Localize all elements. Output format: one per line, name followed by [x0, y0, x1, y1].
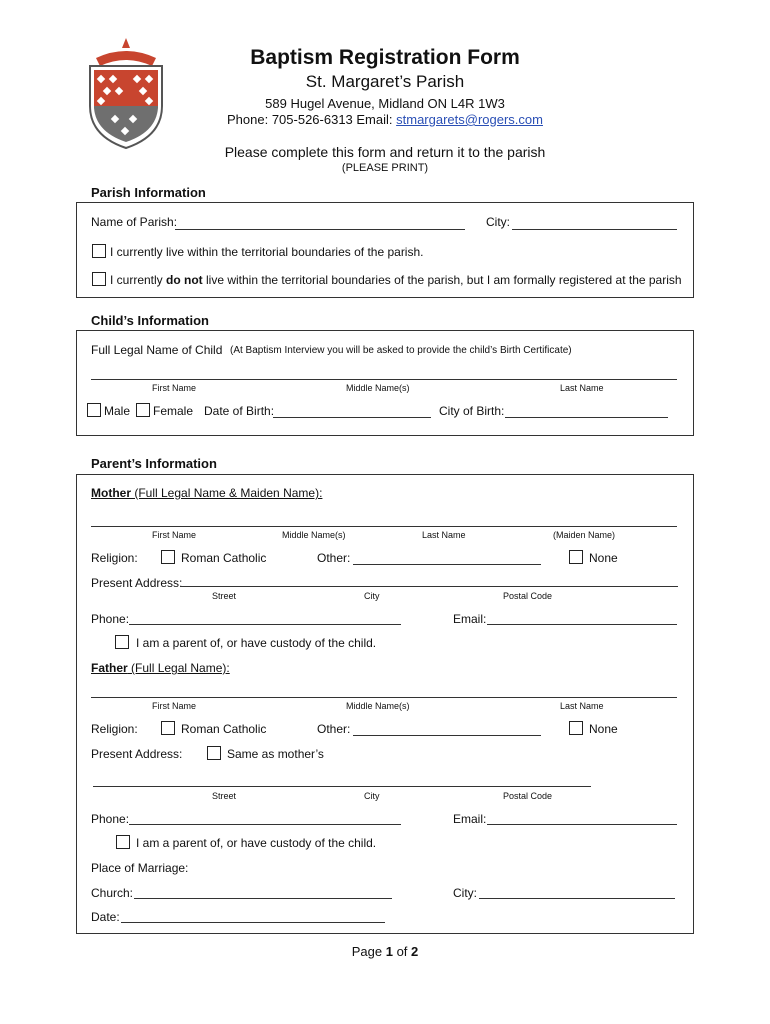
mother-none-label: None [589, 551, 618, 565]
child-first-caption: First Name [152, 383, 197, 393]
not-within-text-post: live within the territorial boundaries of the parish, but I am formally registered at the parish [202, 273, 682, 287]
female-checkbox[interactable] [136, 403, 150, 417]
child-last-caption: Last Name [560, 383, 604, 393]
mother-address-label: Present Address: [91, 576, 183, 590]
mother-email-field[interactable] [487, 624, 677, 625]
mother-middle-caption: Middle Name(s) [282, 530, 346, 540]
mother-address-field[interactable] [180, 586, 678, 587]
mother-other-field[interactable] [353, 564, 541, 565]
father-religion-label: Religion: [91, 722, 138, 736]
mother-email-label: Email: [453, 612, 487, 626]
mother-city-caption: City [364, 591, 380, 601]
father-heading [91, 661, 230, 675]
page-of: of [392, 944, 412, 959]
parish-info-heading: Parish Information [91, 185, 206, 200]
phone-email-text: Phone: 705-526-6313 Email: [227, 112, 397, 127]
mother-name-field[interactable] [91, 526, 677, 527]
same-as-mother-checkbox[interactable] [207, 746, 221, 760]
father-none-label: None [589, 722, 618, 736]
page-prefix: Page [351, 944, 386, 959]
father-last-caption: Last Name [560, 701, 604, 711]
instruction: Please complete this form and return it to the parish [224, 144, 546, 160]
live-within-checkbox[interactable] [92, 244, 106, 258]
father-email-label: Email: [453, 812, 487, 826]
print-note: (PLEASE PRINT) [341, 162, 429, 174]
father-street-caption: Street [212, 791, 237, 801]
father-email-field[interactable] [487, 824, 677, 825]
dob-label: Date of Birth: [204, 404, 275, 418]
marriage-date-label: Date: [91, 910, 120, 924]
not-within-text-pre: I currently [110, 273, 167, 287]
mother-first-caption: First Name [152, 530, 197, 540]
father-phone-field[interactable] [129, 824, 401, 825]
father-address-field[interactable] [93, 786, 591, 787]
mother-postal-caption: Postal Code [503, 591, 553, 601]
dob-field[interactable] [273, 417, 431, 418]
mother-street-caption: Street [212, 591, 237, 601]
parish-name: St. Margaret’s Parish [305, 72, 465, 91]
mother-catholic-checkbox[interactable] [161, 550, 175, 564]
father-first-caption: First Name [152, 701, 197, 711]
child-info-heading: Child’s Information [91, 313, 209, 328]
father-postal-caption: Postal Code [503, 791, 553, 801]
mother-religion-label: Religion: [91, 551, 138, 565]
father-phone-label: Phone: [91, 812, 130, 826]
parish-city-field[interactable] [512, 229, 677, 230]
parent-info-heading: Parent’s Information [91, 456, 217, 471]
marriage-city-field[interactable] [479, 898, 675, 899]
father-catholic-checkbox[interactable] [161, 721, 175, 735]
page-number [0, 944, 770, 959]
mother-heading-bold: Mother [91, 486, 131, 500]
mother-other-label: Other: [317, 551, 351, 565]
mother-last-caption: Last Name [422, 530, 466, 540]
father-heading-bold: Father [91, 661, 128, 675]
marriage-date-field[interactable] [121, 922, 385, 923]
page-total: 2 [411, 944, 419, 959]
child-middle-caption: Middle Name(s) [346, 383, 410, 393]
father-other-field[interactable] [353, 735, 541, 736]
father-address-label: Present Address: [91, 747, 183, 761]
child-name-label: Full Legal Name of Child [91, 343, 223, 357]
parish-city-label: City: [486, 215, 510, 229]
not-within-label [110, 273, 682, 287]
form-title: Baptism Registration Form [250, 46, 520, 69]
same-as-mother-label: Same as mother’s [227, 747, 324, 761]
city-of-birth-field[interactable] [505, 417, 668, 418]
child-name-field[interactable] [91, 379, 677, 380]
father-custody-checkbox[interactable] [116, 835, 130, 849]
mother-custody-label: I am a parent of, or have custody of the child. [136, 636, 377, 650]
father-heading-note: (Full Legal Name): [127, 661, 230, 675]
father-catholic-label: Roman Catholic [181, 722, 267, 736]
page-current: 1 [385, 944, 393, 959]
church-label: Church: [91, 886, 134, 900]
father-city-caption: City [364, 791, 380, 801]
mother-heading-note: (Full Legal Name & Maiden Name): [131, 486, 323, 500]
church-field[interactable] [134, 898, 392, 899]
mother-phone-field[interactable] [129, 624, 401, 625]
parish-name-label: Name of Parish: [91, 215, 178, 229]
father-name-field[interactable] [91, 697, 677, 698]
place-of-marriage-label: Place of Marriage: [91, 861, 189, 875]
father-middle-caption: Middle Name(s) [346, 701, 410, 711]
city-of-birth-label: City of Birth: [439, 404, 505, 418]
parish-name-field[interactable] [175, 229, 465, 230]
parish-contact [0, 112, 770, 127]
father-custody-label: I am a parent of, or have custody of the child. [136, 836, 377, 850]
not-within-text-bold: do not [166, 273, 203, 287]
mother-catholic-label: Roman Catholic [181, 551, 267, 565]
mother-none-checkbox[interactable] [569, 550, 583, 564]
male-label: Male [104, 404, 131, 418]
not-within-checkbox[interactable] [92, 272, 106, 286]
male-checkbox[interactable] [87, 403, 101, 417]
mother-custody-checkbox[interactable] [115, 635, 129, 649]
father-none-checkbox[interactable] [569, 721, 583, 735]
mother-heading [91, 486, 322, 500]
live-within-label: I currently live within the territorial boundaries of the parish. [110, 245, 424, 259]
birth-certificate-note: (At Baptism Interview you will be asked to provide the child’s Birth Certificate) [230, 345, 572, 356]
marriage-city-label: City: [453, 886, 477, 900]
parish-address: 589 Hugel Avenue, Midland ON L4R 1W3 [265, 96, 505, 111]
father-other-label: Other: [317, 722, 351, 736]
mother-phone-label: Phone: [91, 612, 130, 626]
email-link[interactable]: stmargarets@rogers.com [396, 112, 543, 127]
mother-maiden-caption: (Maiden Name) [553, 530, 616, 540]
female-label: Female [153, 404, 194, 418]
